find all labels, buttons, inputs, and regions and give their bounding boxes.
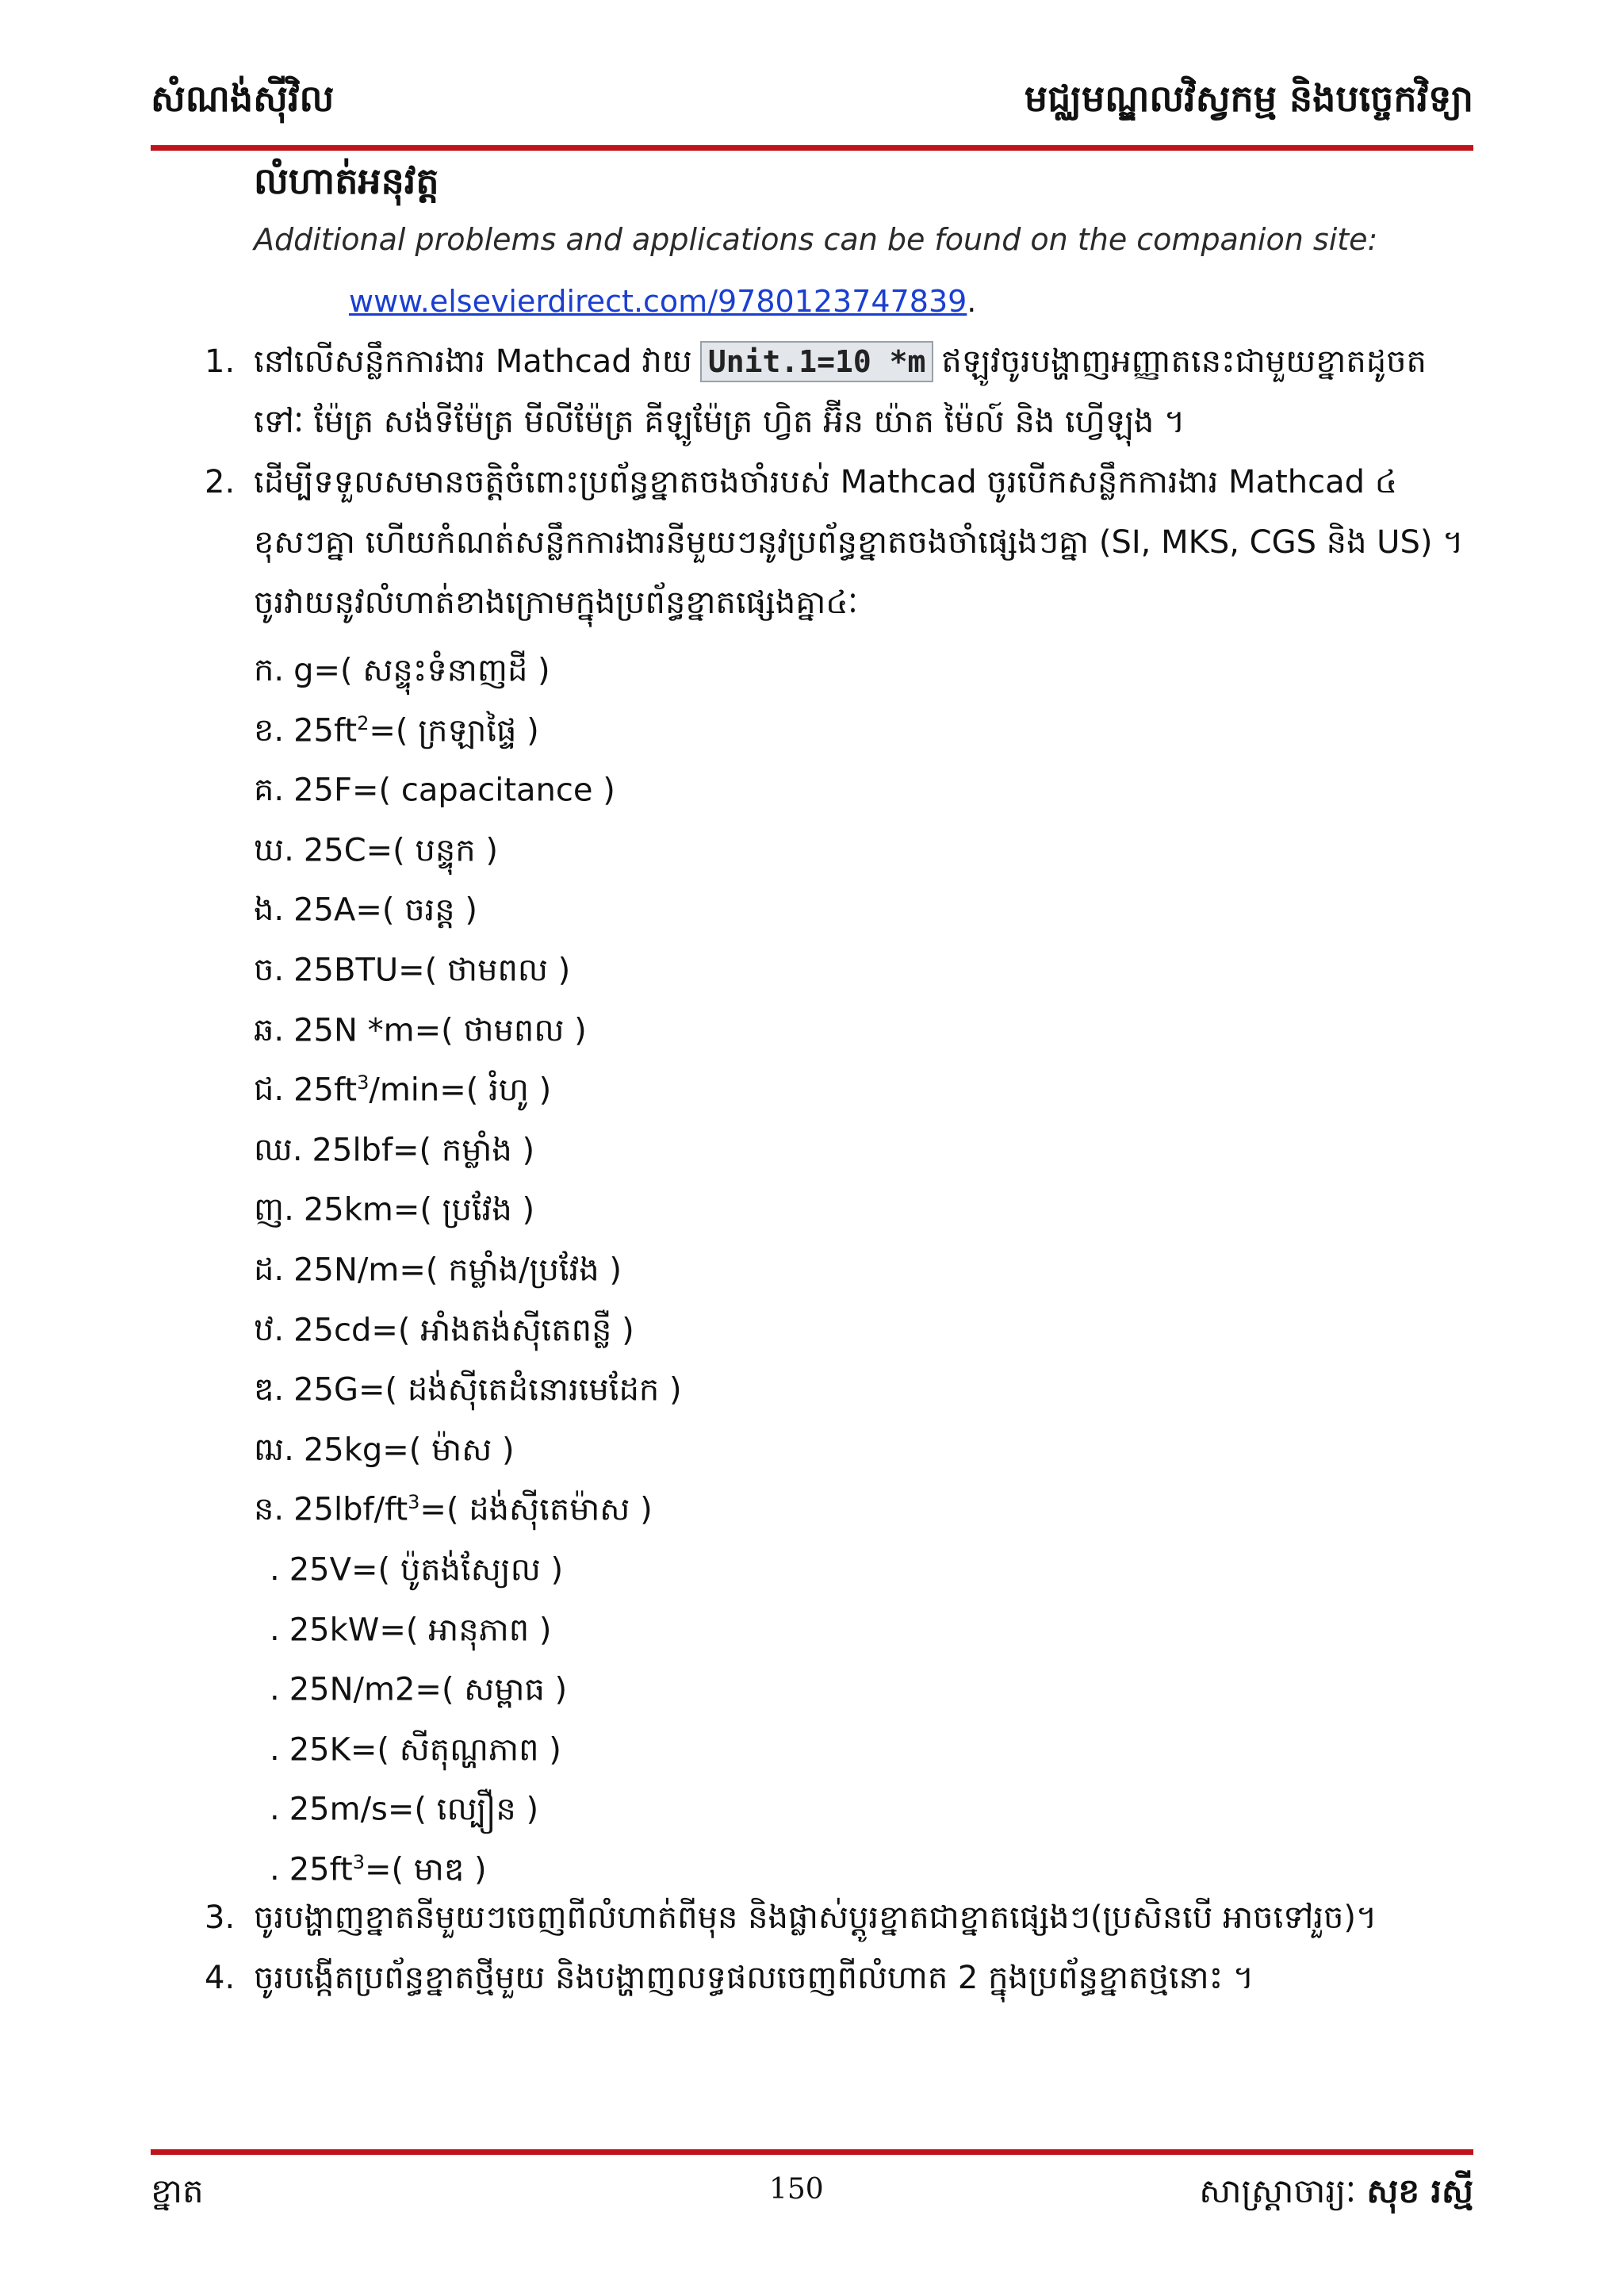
subitem-row (270, 1652, 567, 1719)
subitem-quantity: ( មាឌ ) (391, 1851, 487, 1888)
subitem-expression: 25G= (293, 1371, 385, 1409)
subitem-quantity: ( ចរន្ត ) (381, 891, 478, 929)
subitem-row (254, 1172, 534, 1240)
subitem-label: . (270, 1671, 280, 1708)
subitem-label: . (270, 1851, 280, 1888)
subitem-row (270, 1593, 551, 1660)
subitem-row (254, 872, 477, 940)
subitem-quantity: ( សីតុណ្ហភាព ) (377, 1731, 561, 1769)
item-3 (205, 1888, 1473, 1948)
link-suffix: . (967, 284, 977, 319)
subitem-expression: 25N/m= (293, 1251, 426, 1289)
subitem-exponent: 2 (357, 712, 370, 734)
subitem-label: . (270, 1551, 280, 1589)
subitem-expression: 25kW= (289, 1612, 406, 1649)
subitem-expression: 25m/s= (289, 1791, 415, 1828)
subitem-expression: 25F= (293, 772, 379, 809)
subitem-expression: 25kg= (303, 1432, 409, 1469)
subitem-quantity: ( សម្ពាធ ) (441, 1671, 568, 1708)
subitem-expression: 25V= (289, 1551, 378, 1589)
subitem-label: . (270, 1612, 280, 1649)
subitem-quantity: ( កម្លាំង/ប្រវែង ) (425, 1251, 622, 1289)
subitem-expression: 25lbf/ft (293, 1491, 408, 1528)
subitem-row (270, 1532, 563, 1600)
subitem-expression: 25N/m2= (289, 1671, 442, 1708)
subitem-quantity: ( អាំងតង់ស៊ីតេពន្លឺ ) (397, 1312, 634, 1349)
subitem-label: ក. (254, 652, 285, 689)
subitem-quantity: ( អានុភាព ) (405, 1612, 552, 1649)
section-title: លំហាត់អនុវត្ត (254, 159, 439, 202)
subitem-expression: 25cd= (293, 1312, 398, 1349)
item-number: 1. (205, 343, 236, 380)
subitem-row (254, 933, 570, 1000)
item-text: ចូរបង្កើតប្រព័ន្ធខ្នាតថ្មីមួយ និងបង្ហាញលទ្ធផលចេញពីលំហាត 2 ក្នុងប្រព័ន្ធខ្នាតថ្មនោះ ។ (254, 1960, 1254, 1996)
page-number: 150 (769, 2173, 824, 2206)
subitem-quantity: ( ម៉ាស ) (408, 1432, 515, 1469)
subitem-exponent: 3 (357, 1071, 370, 1094)
subitem-label: . (270, 1731, 280, 1769)
subitem-label: ជ. (254, 1071, 285, 1109)
subitem-expression: 25lbf= (312, 1132, 419, 1169)
item-text-pre: នៅលើសន្លឹកការងារ Mathcad វាយ (254, 343, 692, 380)
subitem-label: ញ. (254, 1191, 294, 1228)
subitem-row (254, 813, 498, 880)
subitem-quantity: ( ថាមពល ) (441, 1012, 587, 1049)
subitem-row (254, 1472, 653, 1539)
item-number: 4. (205, 1960, 236, 1996)
item-2 (205, 452, 1473, 633)
subitem-label: ឍ. (254, 1432, 294, 1469)
subitem-label: ឌ. (254, 1371, 285, 1409)
subitem-label: ឆ. (254, 1012, 285, 1049)
subitem-expression: 25C= (303, 832, 393, 869)
subitem-expression: 25ft (289, 1851, 353, 1888)
item-text: ដើម្បីទទួលសមានចត្តិចំពោះប្រព័ន្ធខ្នាតចងចាំរបស់ Mathcad ចូរបើកសន្លឹកការងារ Mathcad ៤ ខុសៗគ្នា ហើយកំណត់សន្លឹកការងារនីមួយៗនូវប្រព័ន្ធខ្នាតចងចាំផ្សេងៗគ្នា (SI, MKS, CGS និង US) ។ ចូរវាយនូវលំហាត់ខាងក្រោមក្នុងប្រព័ន្ធខ្នាតផ្សេងគ្នា៤ៈ (254, 464, 1464, 621)
intro-text: Additional problems and applications can be found on the companion site: (254, 222, 1378, 257)
subitem-row (254, 693, 539, 761)
subitem-label: ន. (254, 1491, 285, 1528)
item-number: 2. (205, 464, 236, 500)
footer-left: ខ្នាត (151, 2171, 204, 2210)
subitem-row (254, 753, 615, 820)
subitem-quantity: ( រំហូ ) (465, 1071, 552, 1109)
subitem-expression: 25ft (293, 1071, 358, 1109)
subitem-label: ច. (254, 952, 285, 989)
subitem-expression: 25N *m= (293, 1012, 442, 1049)
subitem-label: គ. (254, 772, 285, 809)
subitem-row (254, 633, 550, 700)
subitem-row (270, 1772, 538, 1839)
subitem-row (254, 1113, 534, 1180)
subitem-expression-rest: = (419, 1491, 446, 1528)
subitem-quantity: ( កម្លាំង ) (419, 1132, 535, 1169)
subitem-quantity: ( ដង់ស៊ីតេម៉ាស ) (446, 1491, 653, 1528)
mathcad-code: Unit.1=10 *m (700, 341, 934, 382)
subitem-exponent: 3 (408, 1491, 420, 1513)
subitem-quantity: ( ថាមពល ) (424, 952, 571, 989)
subitem-row (254, 1293, 634, 1360)
header-right: មជ្ឈមណ្ឌលវិស្វកម្ម និងបច្ចេកវិទ្យា (1024, 77, 1473, 120)
subitem-label: ឋ. (254, 1312, 285, 1349)
subitem-quantity: ( ប៉ូតង់ស្យែល ) (377, 1551, 564, 1589)
header-rule (151, 145, 1473, 151)
subitem-quantity: ( ល្បឿន ) (414, 1791, 539, 1828)
subitem-label: ឃ. (254, 832, 294, 869)
companion-link-line (349, 284, 976, 319)
subitem-expression: 25ft (293, 712, 358, 749)
subitem-quantity: ( សន្ទុះទំនាញដី ) (340, 652, 550, 689)
subitem-expression: g= (293, 652, 341, 689)
subitem-quantity: ( ក្រឡាផ្ទៃ ) (395, 712, 539, 749)
companion-link[interactable]: www.elsevierdirect.com/9780123747839 (349, 284, 967, 319)
subitem-expression-rest: = (369, 712, 396, 749)
subitem-expression: 25K= (289, 1731, 377, 1769)
subitem-row (254, 1052, 551, 1120)
item-text-post: ឥឡូវចូរបង្ហាញអញ្ញាតនេះជាមួយខ្នាតដូចតទៅៈ ម៉ែត្រ សង់ទីម៉ែត្រ មីលីម៉ែត្រ គីឡូម៉ែត្រ ហ្វិត អ៊ីន យ៉ាត ម៉ៃល៍ និង ហ្វើឡុង ។ (254, 343, 1427, 440)
subitem-label: ង. (254, 891, 285, 929)
subitem-row (270, 1712, 561, 1780)
subitem-row (254, 1412, 515, 1480)
subitem-expression-rest: /min= (369, 1071, 466, 1109)
subitem-expression: 25BTU= (293, 952, 425, 989)
item-1 (205, 332, 1473, 452)
subitem-exponent: 3 (352, 1851, 365, 1873)
subitem-expression: 25km= (303, 1191, 420, 1228)
subitem-expression: 25A= (293, 891, 382, 929)
subitem-quantity: ( បន្ទុក ) (393, 832, 498, 869)
header-left: សំណង់ស៊ីវិល (151, 77, 335, 120)
subitem-label: ឈ. (254, 1132, 303, 1169)
subitem-label: ដ. (254, 1251, 285, 1289)
footer-right (1199, 2170, 1473, 2219)
item-number: 3. (205, 1899, 236, 1936)
subitem-quantity: ( ប្រវែង ) (419, 1191, 535, 1228)
item-4 (205, 1948, 1473, 2008)
subitem-label: ខ. (254, 712, 285, 749)
footer-rule (151, 2149, 1473, 2155)
author-label: សាស្រ្តាចារ្យៈ (1199, 2171, 1357, 2210)
item-text: ចូរបង្ហាញខ្នាតនីមួយៗចេញពីលំហាត់ពីមុន និងផ្លាស់ប្តូរខ្នាតជាខ្នាតផ្សេងៗ(ប្រសិនបើ អាចទៅរួច)។ (254, 1899, 1377, 1936)
subitem-quantity: ( capacitance ) (378, 772, 615, 809)
author-name: សុខ រស្មី (1366, 2171, 1473, 2210)
subitem-row (254, 1352, 682, 1420)
subitem-quantity: ( ដង់ស៊ីតេដំនោរមេដែក ) (385, 1371, 682, 1409)
subitem-row (254, 993, 587, 1060)
subitem-expression-rest: = (364, 1851, 392, 1888)
subitem-label: . (270, 1791, 280, 1828)
subitem-row (254, 1232, 622, 1300)
